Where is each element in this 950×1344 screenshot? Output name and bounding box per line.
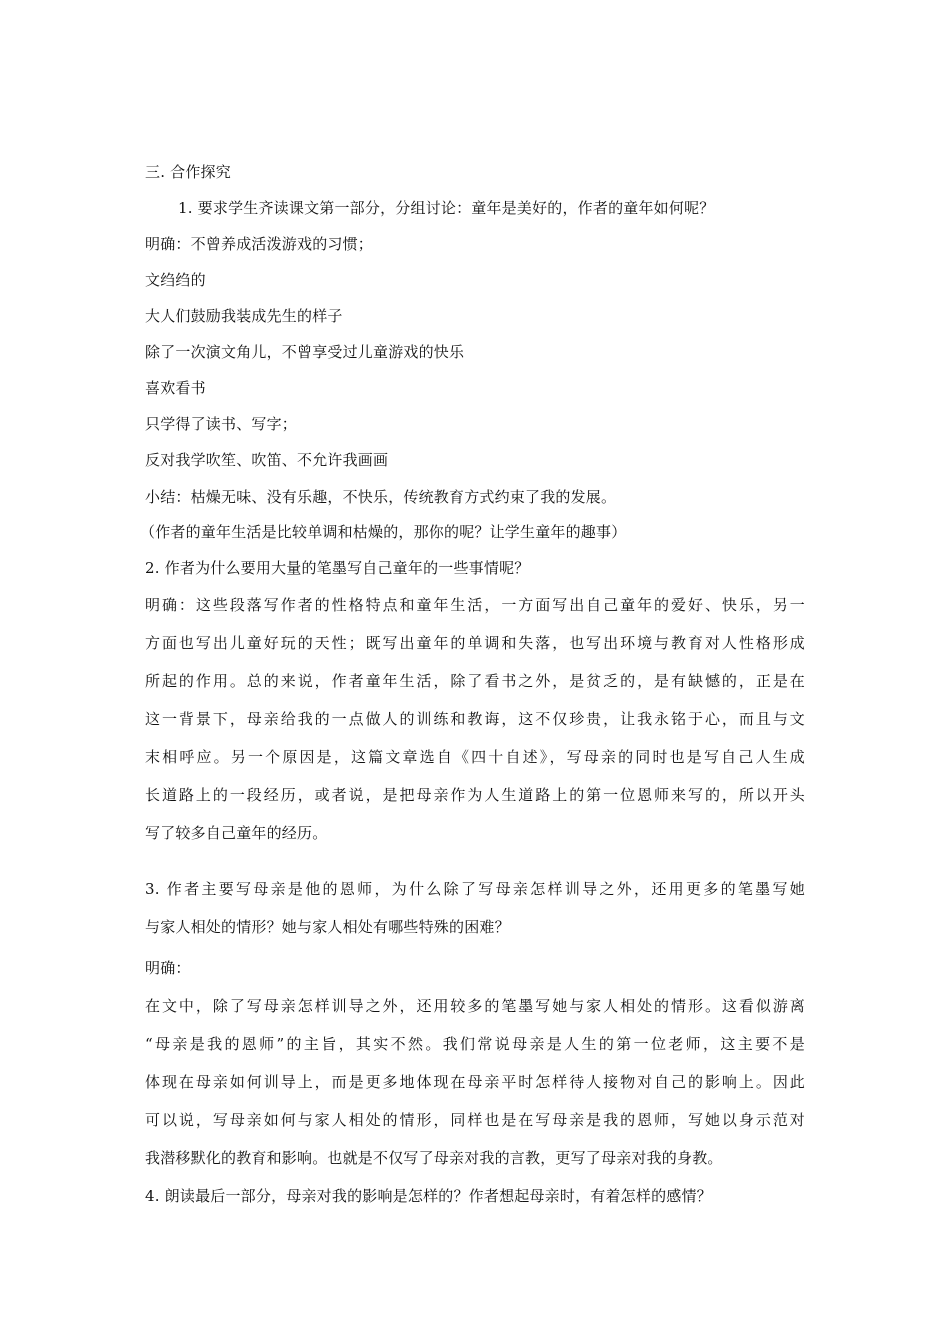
question-2-answer-line: 长道路上的一段经历，或者说，是把母亲作为人生道路上的第一位恩师来写的，所以开头 <box>145 786 805 804</box>
question-3-line: 3. 作者主要写母亲是他的恩师，为什么除了写母亲怎样训导之外，还用更多的笔墨写她 <box>145 880 805 898</box>
question-3-answer-label: 明确： <box>145 959 191 977</box>
question-1-point: 只学得了读书、写字； <box>145 415 298 433</box>
question-3-line: 与家人相处的情形？她与家人相处有哪些特殊的困难？ <box>145 918 510 936</box>
question-1-point: 反对我学吹笙、吹笛、不允许我画画 <box>145 451 389 469</box>
question-3-answer-line: 在文中，除了写母亲怎样训导之外，还用较多的笔墨写她与家人相处的情形。这看似游离 <box>145 997 805 1015</box>
question-4: 4. 朗读最后一部分，母亲对我的影响是怎样的？作者想起母亲时，有着怎样的感情？ <box>145 1187 712 1205</box>
question-2-answer-line: 写了较多自己童年的经历。 <box>145 824 328 842</box>
question-2-answer-line: 末相呼应。另一个原因是，这篇文章选自《四十自述》，写母亲的同时也是写自己人生成 <box>145 748 805 766</box>
question-1-answer-label: 明确：不曾养成活泼游戏的习惯； <box>145 235 374 253</box>
question-3-answer-line: 可以说，写母亲如何与家人相处的情形，同样也是在写母亲是我的恩师，写她以身示范对 <box>145 1111 805 1129</box>
question-1-point: 除了一次演文角儿，不曾享受过儿童游戏的快乐 <box>145 343 465 361</box>
question-2-answer-line: 方面也写出儿童好玩的天性；既写出童年的单调和失落，也写出环境与教育对人性格形成 <box>145 634 805 652</box>
question-1-summary: 小结：枯燥无味、没有乐趣，不快乐，传统教育方式约束了我的发展。 <box>145 488 617 506</box>
section-heading: 三. 合作探究 <box>145 163 231 181</box>
question-3-answer-line: 我潜移默化的教育和影响。也就是不仅写了母亲对我的言教，更写了母亲对我的身教。 <box>145 1149 723 1167</box>
question-3-answer-line: 体现在母亲如何训导上，而是更多地体现在母亲平时怎样待人接物对自己的影响上。因此 <box>145 1073 805 1091</box>
question-2-answer-line: 这一背景下，母亲给我的一点做人的训练和教诲，这不仅珍贵，让我永铭于心，而且与文 <box>145 710 805 728</box>
question-2: 2. 作者为什么要用大量的笔墨写自己童年的一些事情呢？ <box>145 559 530 577</box>
question-2-answer-line: 明确：这些段落写作者的性格特点和童年生活，一方面写出自己童年的爱好、快乐，另一 <box>145 596 805 614</box>
question-3-answer-line: “母亲是我的恩师”的主旨，其实不然。我们常说母亲是人生的第一位老师，这主要不是 <box>145 1035 805 1053</box>
question-1-point: 大人们鼓励我装成先生的样子 <box>145 307 343 325</box>
question-1-point: 喜欢看书 <box>145 379 206 397</box>
question-1-point: 文绉绉的 <box>145 271 206 289</box>
question-2-answer-line: 所起的作用。总的来说，作者童年生活，除了看书之外，是贫乏的，是有缺憾的，正是在 <box>145 672 805 690</box>
question-1: 1. 要求学生齐读课文第一部分，分组讨论：童年是美好的，作者的童年如何呢？ <box>178 199 715 217</box>
question-1-note: （作者的童年生活是比较单调和枯燥的，那你的呢？让学生童年的趣事） <box>140 523 627 541</box>
